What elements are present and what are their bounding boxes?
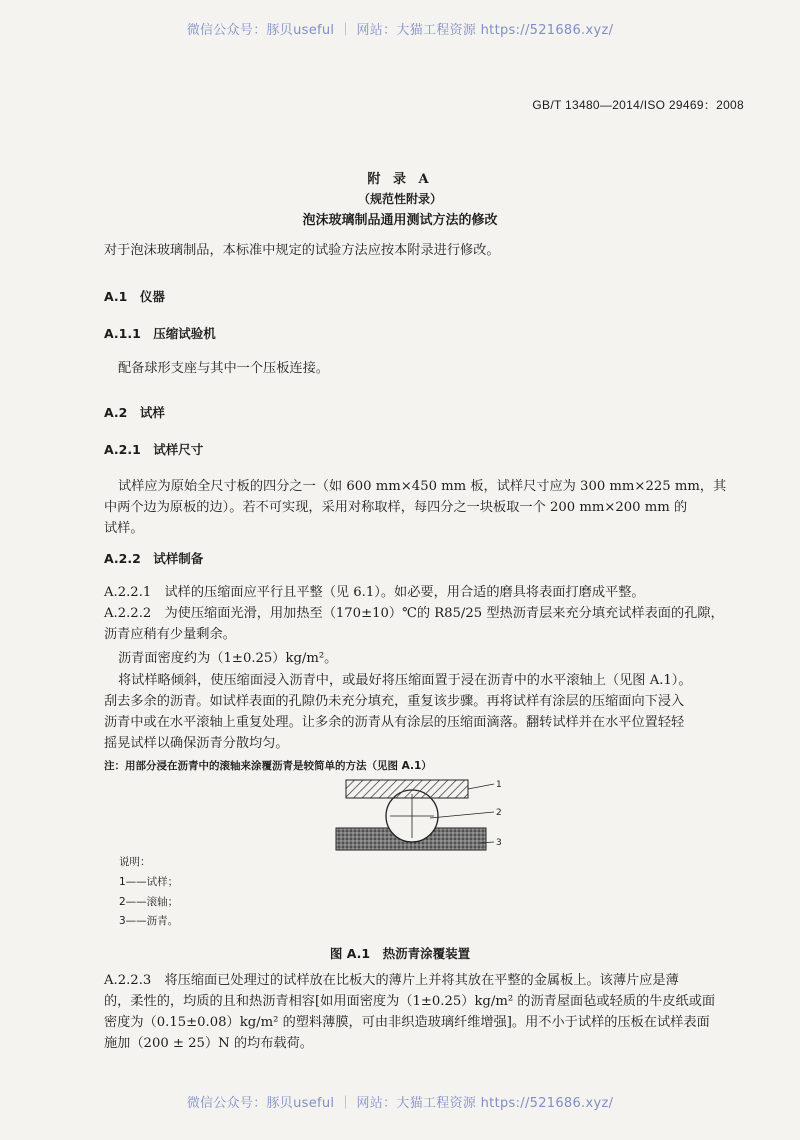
clause-a223-line: A.2.2.3 将压缩面已处理过的试样放在比板大的薄片上并将其放在平整的金属板上。该薄片应是薄 bbox=[104, 973, 679, 988]
clause-a223-line: 密度为（0.15±0.08）kg/m² 的塑料薄膜，可由非织造玻璃纤维增强]。用不小于试样的压板在试样表面 bbox=[104, 1015, 710, 1030]
watermark-top: 微信公众号：豚贝useful ｜ 网站：大猫工程资源 https://521686.xyz/ bbox=[186, 23, 614, 38]
callout-label: 1 bbox=[496, 780, 502, 790]
legend-item: 2——滚轴； bbox=[119, 896, 179, 908]
legend-item: 3——沥青。 bbox=[119, 915, 179, 927]
figure-caption: 图 A.1 热沥青涂覆装置 bbox=[329, 946, 471, 961]
specimen bbox=[346, 780, 468, 798]
section-a21-line: 试样。 bbox=[104, 521, 144, 536]
clause-a222-line: 沥青应稍有少量剩余。 bbox=[104, 627, 236, 642]
section-a21-heading: A.2.1 试样尺寸 bbox=[104, 442, 204, 457]
annex-type: （规范性附录） bbox=[357, 192, 442, 206]
section-a21-line: 中两个边为原板的边）。若不可实现，采用对称取样，每四分之一块板取一个 200 mm×200 mm 的 bbox=[104, 500, 688, 515]
annex-name: 泡沫玻璃制品通用测试方法的修改 bbox=[302, 213, 498, 228]
para2-line: 摇晃试样以确保沥青分散均匀。 bbox=[104, 736, 289, 751]
legend-item: 1——试样； bbox=[119, 876, 179, 888]
coating-apparatus-figure bbox=[330, 770, 510, 860]
para2-line: 将试样略倾斜，使压缩面浸入沥青中，或最好将压缩面置于浸在沥青中的水平滚轴上（见图 A.1）。 bbox=[118, 673, 692, 688]
section-a1-heading: A.1 仪器 bbox=[104, 289, 165, 304]
intro-paragraph: 对于泡沫玻璃制品，本标准中规定的试验方法应按本附录进行修改。 bbox=[104, 243, 500, 258]
callout-label: 3 bbox=[496, 838, 502, 848]
section-a11-heading: A.1.1 压缩试验机 bbox=[104, 326, 216, 341]
figure-note: 注：用部分浸在沥青中的滚轴来涂覆沥青是较简单的方法（见图 A.1） bbox=[104, 760, 432, 772]
section-a11-text: 配备球形支座与其中一个压板连接。 bbox=[118, 361, 329, 376]
section-a22-heading: A.2.2 试样制备 bbox=[104, 551, 204, 566]
clause-a223-line: 施加（200 ± 25）N 的均布载荷。 bbox=[104, 1036, 313, 1051]
section-a2-heading: A.2 试样 bbox=[104, 405, 165, 420]
para2-line: 沥青中或在水平滚轴上重复处理。让多余的沥青从有涂层的压缩面滴落。翻转试样并在水平位置轻轻 bbox=[104, 715, 685, 730]
para2-line: 刮去多余的沥青。如试样表面的孔隙仍未充分填充，重复该步骤。再将试样有涂层的压缩面向下浸入 bbox=[104, 694, 685, 709]
legend-title: 说明： bbox=[119, 856, 151, 868]
clause-a222-line: A.2.2.2 为使压缩面光滑，用加热至（170±10）℃的 R85/25 型热沥青层来充分填充试样表面的孔隙， bbox=[104, 606, 724, 621]
section-a21-line: 试样应为原始全尺寸板的四分之一（如 600 mm×450 mm 板，试样尺寸应为 300 mm×225 mm，其 bbox=[118, 479, 727, 494]
callout-label: 2 bbox=[496, 808, 502, 818]
watermark-bottom: 微信公众号：豚贝useful ｜ 网站：大猫工程资源 https://521686.xyz/ bbox=[186, 1096, 614, 1111]
standard-code: GB/T 13480—2014/ISO 29469：2008 bbox=[532, 98, 744, 112]
annex-title: 附 录 A bbox=[367, 172, 433, 187]
density-text: 沥青面密度约为（1±0.25）kg/m²。 bbox=[118, 651, 338, 666]
clause-a221: A.2.2.1 试样的压缩面应平行且平整（见 6.1）。如必要，用合适的磨具将表面打磨成平整。 bbox=[104, 585, 645, 600]
clause-a223-line: 的，柔性的，均质的且和热沥青相容[如用面密度为（1±0.25）kg/m² 的沥青屋面毡或轻质的牛皮纸或面 bbox=[104, 994, 716, 1009]
